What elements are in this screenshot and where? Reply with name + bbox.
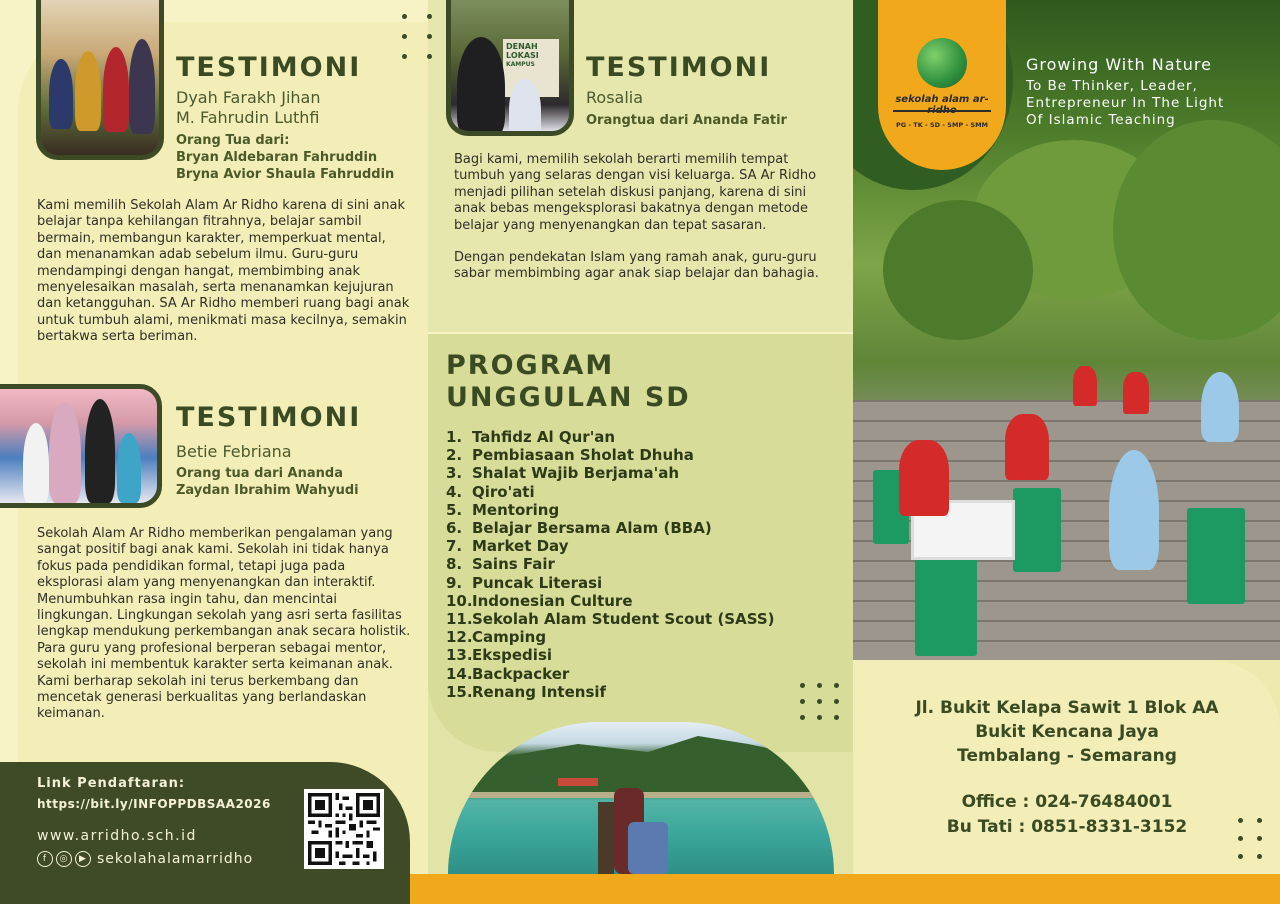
program-item-label: Mentoring bbox=[472, 500, 560, 519]
location-sign-line-3: KAMPUS bbox=[506, 61, 535, 68]
testimonial-2-photo bbox=[0, 384, 162, 508]
testimonial-2-child: Zaydan Ibrahim Wahyudi bbox=[176, 483, 359, 498]
testimonial-1-heading: TESTIMONI bbox=[176, 52, 362, 83]
program-item bbox=[446, 646, 775, 664]
decorative-dots-right bbox=[1238, 818, 1262, 859]
program-item-label: Camping bbox=[472, 628, 547, 647]
program-item-label: Puncak Literasi bbox=[472, 573, 603, 592]
program-item-label: Belajar Bersama Alam (BBA) bbox=[472, 519, 712, 538]
program-title-line-2: UNGGULAN SD bbox=[446, 382, 691, 413]
school-levels: PG - TK - SD - SMP - SMM bbox=[895, 121, 989, 129]
program-item bbox=[446, 446, 775, 464]
qr-code[interactable] bbox=[304, 789, 384, 869]
contact-numbers bbox=[868, 790, 1266, 840]
program-item bbox=[446, 501, 775, 519]
testimonial-3-text bbox=[454, 152, 834, 299]
testimonial-1-relation: Orang Tua dari: bbox=[176, 133, 290, 148]
school-logo-name: sekolah alam ar- bbox=[895, 94, 989, 105]
location-sign-line-1: DENAH bbox=[506, 42, 538, 51]
program-list bbox=[446, 428, 775, 701]
testimonial-1-name-1: Dyah Farakh Jihan bbox=[176, 88, 321, 107]
beach-photo bbox=[448, 722, 834, 874]
program-item bbox=[446, 665, 775, 683]
program-item bbox=[446, 574, 775, 592]
program-item bbox=[446, 464, 775, 482]
registration-link[interactable]: https://bit.ly/INFOPPDBSAA2026 bbox=[37, 797, 271, 811]
program-item bbox=[446, 537, 775, 555]
testimonial-1-paragraph: Kami memilih Sekolah Alam Ar Ridho karena di sini anak belajar tanpa kehilangan fitrahnya, belajar sambil bermain, membangun karakter, memperkuat mental, dan menanamkan adab sebelum ilmu. Guru-guru mendampingi dengan hangat, membimbing anak menyelesaikan masalah, serta menanamkan kejujuran dan ketangguhan. SA Ar Ridho memberi ruang bagi anak untuk tumbuh alami, menikmati masa kecilnya, semakin bertakwa serta beriman. bbox=[37, 198, 410, 345]
program-item-label: Qiro'ati bbox=[472, 482, 535, 501]
program-item bbox=[446, 628, 775, 646]
program-item bbox=[446, 428, 775, 446]
testimonial-2-relation: Orang tua dari Ananda bbox=[176, 466, 343, 481]
qr-code-image bbox=[308, 793, 380, 865]
testimonial-3-paragraph-2: Dengan pendekatan Islam yang ramah anak, guru-guru sabar membimbing agar anak siap belajar dan bahagia. bbox=[454, 250, 819, 282]
program-item-number: 13. bbox=[446, 646, 473, 665]
tagline-title: Growing With Nature bbox=[1026, 55, 1212, 74]
testimonial-3-relation: Orangtua dari Ananda Fatir bbox=[586, 113, 787, 128]
registration-label: Link Pendaftaran: bbox=[37, 776, 186, 791]
testimonial-1-child-2: Bryna Avior Shaula Fahruddin bbox=[176, 167, 395, 182]
testimonial-2-heading: TESTIMONI bbox=[176, 402, 362, 433]
testimonial-2-paragraph: Sekolah Alam Ar Ridho memberikan pengalaman yang sangat positif bagi anak kami. Sekolah ini tidak hanya fokus pada pendidikan formal, tetapi juga pada eksplorasi alam yang menyenangkan dan interaktif. Menumbuhkan rasa ingin tahu, dan mencintai lingkungan. Lingkungan sekolah yang asri serta fasilitas lengkap mendukung perkembangan anak secara holistik. Para guru yang profesional berperan sebagai mentor, sekolah ini membentuk karakter serta keimanan anak. Kami berharap sekolah ini terus berkembang dan mencetak generasi berkualitas yang berlandaskan keimanan. bbox=[37, 526, 411, 722]
testimonial-3-name: Rosalia bbox=[586, 88, 644, 107]
program-title bbox=[446, 350, 691, 414]
program-item-label: Pembiasaan Sholat Dhuha bbox=[472, 446, 694, 465]
beach-scene bbox=[448, 722, 834, 874]
program-item-label: Renang Intensif bbox=[472, 682, 607, 701]
program-item-label: Sekolah Alam Student Scout (SASS) bbox=[472, 610, 775, 629]
location-sign-line-2: LOKASI bbox=[506, 51, 539, 60]
address-line-2: Bukit Kencana Jaya bbox=[975, 722, 1159, 742]
program-item-number: 1. bbox=[446, 428, 463, 446]
program-item bbox=[446, 683, 775, 701]
testimonial-3-heading: TESTIMONI bbox=[586, 52, 772, 83]
program-item bbox=[446, 483, 775, 501]
decorative-dots-program bbox=[800, 683, 839, 720]
program-item-number: 5. bbox=[446, 500, 463, 519]
program-item-label: Market Day bbox=[472, 537, 569, 556]
address-line-3: Tembalang - Semarang bbox=[957, 746, 1177, 766]
program-item-number: 4. bbox=[446, 482, 463, 501]
program-item bbox=[446, 555, 775, 573]
school-address bbox=[868, 696, 1266, 768]
address-line-1: Jl. Bukit Kelapa Sawit 1 Blok AA bbox=[915, 698, 1219, 718]
program-item-number: 7. bbox=[446, 537, 463, 556]
tagline-subtitle: To Be Thinker, Leader, Entrepreneur In The Light Of Islamic Teaching bbox=[1026, 78, 1225, 128]
program-item-number: 14. bbox=[446, 664, 473, 683]
testimonial-1-name-2: M. Fahrudin Luthfi bbox=[176, 108, 320, 127]
decorative-dots-top bbox=[402, 14, 432, 59]
youtube-icon[interactable]: ▶ bbox=[75, 851, 91, 867]
program-item-number: 11. bbox=[446, 610, 473, 629]
program-item bbox=[446, 592, 775, 610]
website-link[interactable]: www.arridho.sch.id bbox=[37, 828, 197, 844]
office-phone[interactable]: Office : 024-76484001 bbox=[961, 792, 1173, 812]
program-item-number: 12. bbox=[446, 628, 473, 647]
social-handle: sekolahalamarridho bbox=[97, 851, 254, 867]
testimonial-1-child-1: Bryan Aldebaran Fahruddin bbox=[176, 150, 378, 165]
testimonial-3-photo bbox=[446, 0, 574, 136]
program-item-label: Ekspedisi bbox=[472, 646, 553, 665]
program-item-label: Shalat Wajib Berjama'ah bbox=[472, 464, 680, 483]
program-item-number: 8. bbox=[446, 555, 463, 574]
globe-logo-icon bbox=[917, 38, 967, 88]
program-item-number: 3. bbox=[446, 464, 463, 483]
program-item-label: Sains Fair bbox=[472, 555, 555, 574]
testimonial-2-text bbox=[37, 526, 413, 739]
program-item-number: 2. bbox=[446, 446, 463, 465]
program-item-number: 9. bbox=[446, 573, 463, 592]
program-item bbox=[446, 519, 775, 537]
social-media-row bbox=[37, 851, 253, 867]
program-item-number: 6. bbox=[446, 519, 463, 538]
program-item-label: Backpacker bbox=[472, 664, 570, 683]
personal-phone[interactable]: Bu Tati : 0851-8331-3152 bbox=[946, 817, 1188, 837]
program-item bbox=[446, 610, 775, 628]
instagram-icon[interactable]: ◎ bbox=[56, 851, 72, 867]
testimonial-3-paragraph-1: Bagi kami, memilih sekolah berarti memilih tempat tumbuh yang selaras dengan visi keluarga. SA Ar Ridho menjadi pilihan setelah diskusi panjang, karena di sini anak bebas mengeksplorasi bakatnya dengan metode belajar yang menyenangkan dan tepat sasaran. bbox=[454, 152, 817, 233]
program-item-label: Indonesian Culture bbox=[472, 591, 633, 610]
program-item-number: 10. bbox=[446, 591, 473, 610]
facebook-icon[interactable]: f bbox=[37, 851, 53, 867]
bottom-accent-bar bbox=[410, 874, 1280, 904]
testimonial-1-photo bbox=[36, 0, 164, 160]
program-item-number: 15. bbox=[446, 682, 473, 701]
testimonial-2-name: Betie Febriana bbox=[176, 442, 292, 461]
program-item-label: Tahfidz Al Qur'an bbox=[472, 428, 616, 446]
middle-panel-divider bbox=[428, 332, 853, 334]
program-title-line-1: PROGRAM bbox=[446, 350, 615, 381]
testimonial-1-text bbox=[37, 198, 413, 362]
logo-underline bbox=[893, 110, 991, 112]
